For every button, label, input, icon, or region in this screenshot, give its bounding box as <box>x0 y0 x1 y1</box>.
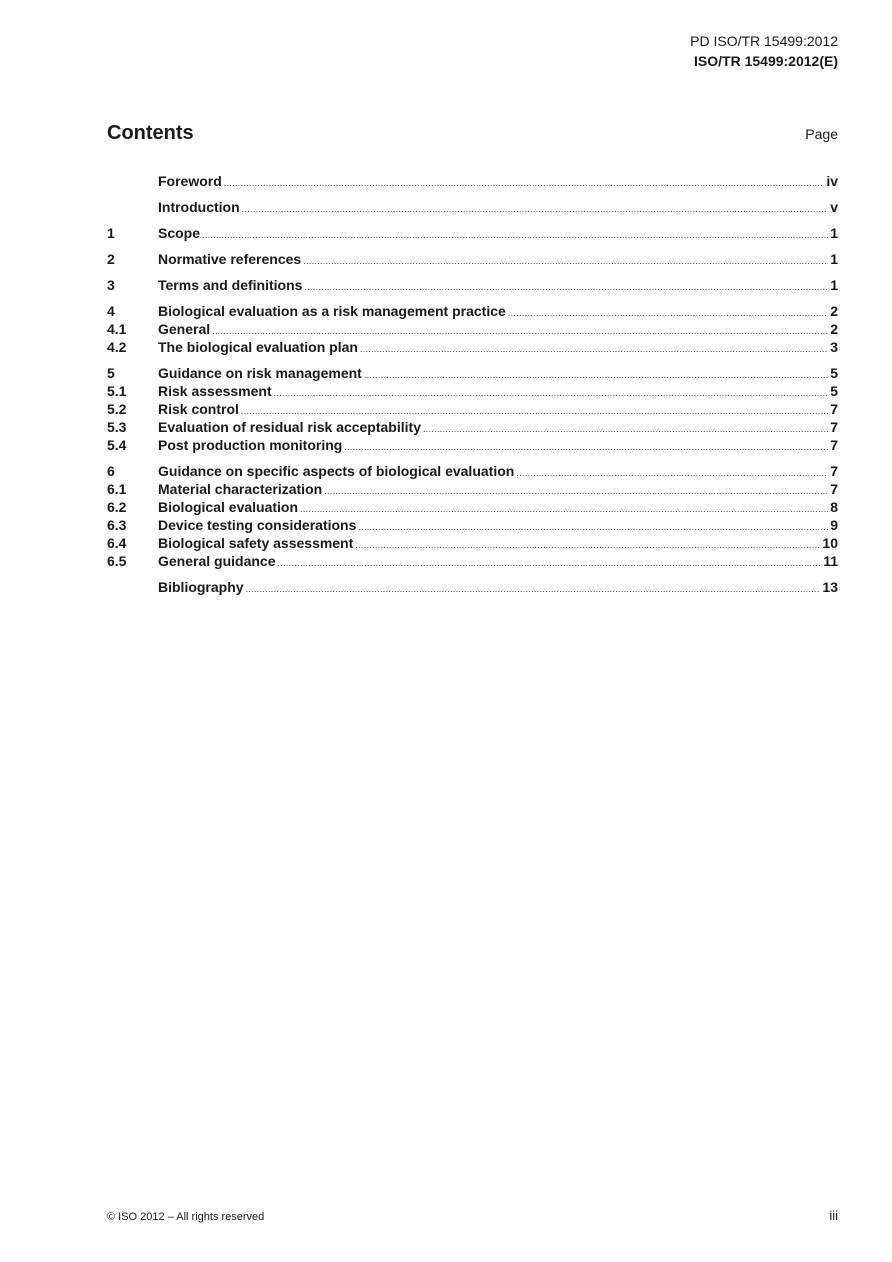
toc-entry-title: Risk control <box>158 401 239 417</box>
toc-entry[interactable] <box>107 498 838 516</box>
toc-entry-number: 5.3 <box>107 419 127 435</box>
dot-leader <box>224 174 825 192</box>
dot-leader <box>516 464 828 482</box>
document-id-edition: ISO/TR 15499:2012(E) <box>694 53 838 69</box>
toc-entry-page: 2 <box>830 321 838 337</box>
copyright-notice: © ISO 2012 – All rights reserved <box>107 1211 265 1223</box>
dot-leader <box>274 384 829 402</box>
toc-entry-title: Risk assessment <box>158 383 272 399</box>
toc-entry-page: 7 <box>830 419 838 435</box>
toc-entry-page: 9 <box>830 517 838 533</box>
dot-leader <box>202 226 828 244</box>
contents-heading <box>107 122 838 145</box>
toc-entry-number: 5.1 <box>107 383 127 399</box>
toc-entry-title: Normative references <box>158 251 302 267</box>
toc-entry-title: Biological evaluation as a risk management practice <box>158 303 506 319</box>
toc-entry[interactable] <box>107 172 838 190</box>
toc-entry-number: 2 <box>107 251 115 267</box>
toc-entry-page: 7 <box>830 401 838 417</box>
toc-entry-title: Terms and definitions <box>158 277 303 293</box>
toc-entry[interactable] <box>107 436 838 454</box>
toc-entry[interactable] <box>107 418 838 436</box>
toc-entry-number: 5.4 <box>107 437 127 453</box>
toc-entry-title: Bibliography <box>158 579 244 595</box>
toc-entry-title: Device testing considerations <box>158 517 357 533</box>
toc-entry[interactable] <box>107 462 838 480</box>
toc-entry-page: 1 <box>830 251 838 267</box>
page-footer <box>107 1208 838 1223</box>
dot-leader <box>246 580 821 598</box>
toc-entry-page: 5 <box>830 365 838 381</box>
toc-entry-title: Biological evaluation <box>158 499 299 515</box>
dot-leader <box>358 518 828 536</box>
toc-entry[interactable] <box>107 224 838 242</box>
dot-leader <box>304 278 828 296</box>
toc-entry[interactable] <box>107 364 838 382</box>
toc-entry-page: 8 <box>830 499 838 515</box>
toc-entry-number: 6.3 <box>107 517 127 533</box>
dot-leader <box>277 554 821 572</box>
toc-entry-page: 1 <box>830 277 838 293</box>
page-header <box>690 31 838 71</box>
dot-leader <box>508 304 828 322</box>
dot-leader <box>360 340 828 358</box>
toc-entry[interactable] <box>107 480 838 498</box>
toc-entry-page: 13 <box>822 579 838 595</box>
toc-entry-title: Guidance on specific aspects of biological evaluation <box>158 463 515 479</box>
toc-entry-number: 3 <box>107 277 115 293</box>
dot-leader <box>344 438 828 456</box>
toc-entry[interactable] <box>107 534 838 552</box>
toc-entry-page: v <box>830 199 838 215</box>
toc-entry-title: Scope <box>158 225 201 241</box>
toc-entry-number: 5 <box>107 365 115 381</box>
toc-entry[interactable] <box>107 338 838 356</box>
toc-entry[interactable] <box>107 250 838 268</box>
toc-entry[interactable] <box>107 516 838 534</box>
toc-entry[interactable] <box>107 276 838 294</box>
dot-leader <box>242 200 829 218</box>
toc-entry-number: 6.2 <box>107 499 127 515</box>
toc-entry-page: 11 <box>823 553 838 569</box>
page-title: Contents <box>107 122 194 144</box>
toc-entry[interactable] <box>107 400 838 418</box>
toc-entry-number: 4 <box>107 303 115 319</box>
dot-leader <box>303 252 828 270</box>
toc-entry[interactable] <box>107 198 838 216</box>
dot-leader <box>364 366 828 384</box>
toc-entry-page: 7 <box>830 463 838 479</box>
dot-leader <box>324 482 828 500</box>
toc-entry-title: Introduction <box>158 199 240 215</box>
toc-entry-number: 5.2 <box>107 401 127 417</box>
toc-entry-title: The biological evaluation plan <box>158 339 358 355</box>
toc-entry-number: 4.2 <box>107 339 127 355</box>
toc-entry-title: Foreword <box>158 173 222 189</box>
dot-leader <box>300 500 828 518</box>
toc-entry-number: 4.1 <box>107 321 127 337</box>
dot-leader <box>355 536 820 554</box>
toc-entry-title: Guidance on risk management <box>158 365 362 381</box>
toc-entry-page: 5 <box>830 383 838 399</box>
toc-entry-title: Material characterization <box>158 481 323 497</box>
toc-entry-title: Post production monitoring <box>158 437 343 453</box>
toc-entry-number: 1 <box>107 225 115 241</box>
toc-entry-page: iv <box>826 173 838 189</box>
toc-entry-title: General guidance <box>158 553 276 569</box>
document-id: PD ISO/TR 15499:2012 <box>690 33 838 49</box>
toc-entry-number: 6.4 <box>107 535 127 551</box>
page-number: iii <box>829 1208 838 1223</box>
toc-entry-page: 7 <box>830 437 838 453</box>
toc-entry-page: 10 <box>822 535 838 551</box>
toc-entry[interactable] <box>107 578 838 596</box>
toc-entry[interactable] <box>107 552 838 570</box>
toc-entry-number: 6.5 <box>107 553 127 569</box>
toc-entry-title: General <box>158 321 211 337</box>
toc-entry-page: 1 <box>830 225 838 241</box>
toc-entry-page: 7 <box>830 481 838 497</box>
toc-entry[interactable] <box>107 382 838 400</box>
toc-entry-number: 6.1 <box>107 481 127 497</box>
dot-leader <box>423 420 828 438</box>
toc-entry-number: 6 <box>107 463 115 479</box>
toc-entry-title: Biological safety assessment <box>158 535 354 551</box>
toc-entry-page: 2 <box>830 303 838 319</box>
toc-entry-page: 3 <box>830 339 838 355</box>
table-of-contents <box>107 172 838 596</box>
toc-entry-title: Evaluation of residual risk acceptability <box>158 419 421 435</box>
page-column-label: Page <box>805 126 838 142</box>
toc-entry[interactable] <box>107 302 838 320</box>
toc-entry[interactable] <box>107 320 838 338</box>
